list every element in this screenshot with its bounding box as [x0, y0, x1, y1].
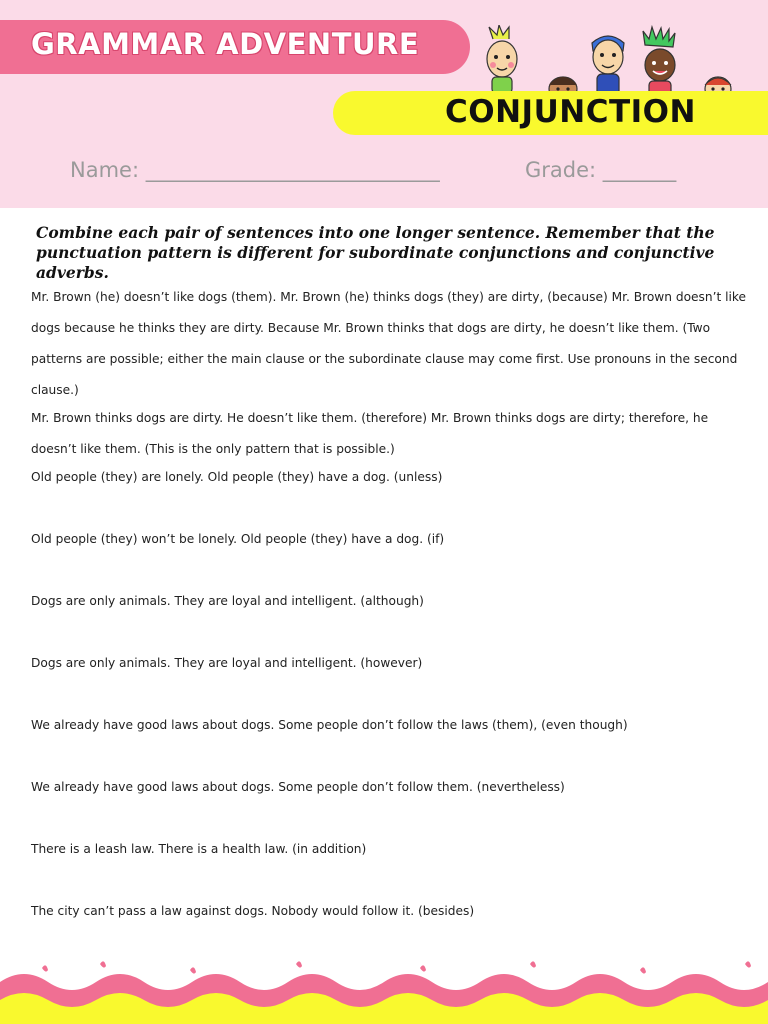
worksheet-subtitle: CONJUNCTION [445, 94, 696, 130]
exercise-item: We already have good laws about dogs. Some people don’t follow them. (nevertheless) [31, 780, 565, 794]
kid-yellow-hair-icon [487, 25, 517, 93]
exercise-item: There is a leash law. There is a health law. (in addition) [31, 842, 367, 856]
worksheet-title: GRAMMAR ADVENTURE [31, 27, 420, 61]
exercise-item: Dogs are only animals. They are loyal and intelligent. (however) [31, 656, 423, 670]
kid-blue-hair-icon [592, 36, 624, 96]
exercise-item: Dogs are only animals. They are loyal and intelligent. (although) [31, 594, 424, 608]
kids-illustration [475, 25, 745, 100]
grade-field-label: Grade: _______ [525, 158, 677, 182]
example-paragraph: Mr. Brown thinks dogs are dirty. He doesn’t like them. (therefore) Mr. Brown thinks dogs are dirty; therefore, he doesn’t like them. (This is the only pattern that is possible.) [31, 411, 709, 456]
exercise-item: We already have good laws about dogs. Some people don’t follow the laws (them), (even though) [31, 718, 628, 732]
kid-green-hair-icon [643, 27, 675, 97]
example-paragraph: Mr. Brown (he) doesn’t like dogs (them). Mr. Brown (he) thinks dogs (they) are dirty, (because) Mr. Brown doesn’t like dogs because he thinks they are dirty. Because Mr. Brown thinks that dogs are dirty, he doesn’t like them. (Two patterns are possible; either the main clause or the subordinate clause may come first. Use pronouns in the second clause.) [31, 290, 747, 397]
name-field-label: Name: ____________________________ [70, 158, 440, 182]
instructions: Combine each pair of sentences into one longer sentence. Remember that the punctuation pattern is different for subordinate conjunctions and conjunctive adverbs. [36, 223, 715, 282]
exercise-content [31, 282, 753, 921]
worksheet-header [0, 0, 768, 208]
exercise-item: The city can’t pass a law against dogs. Nobody would follow it. (besides) [31, 904, 475, 918]
exercise-item: Old people (they) are lonely. Old people (they) have a dog. (unless) [31, 470, 443, 484]
exercise-item: Old people (they) won’t be lonely. Old people (they) have a dog. (if) [31, 532, 445, 546]
footer-droplet-icons [42, 961, 751, 973]
wavy-footer-decoration [0, 960, 768, 1024]
